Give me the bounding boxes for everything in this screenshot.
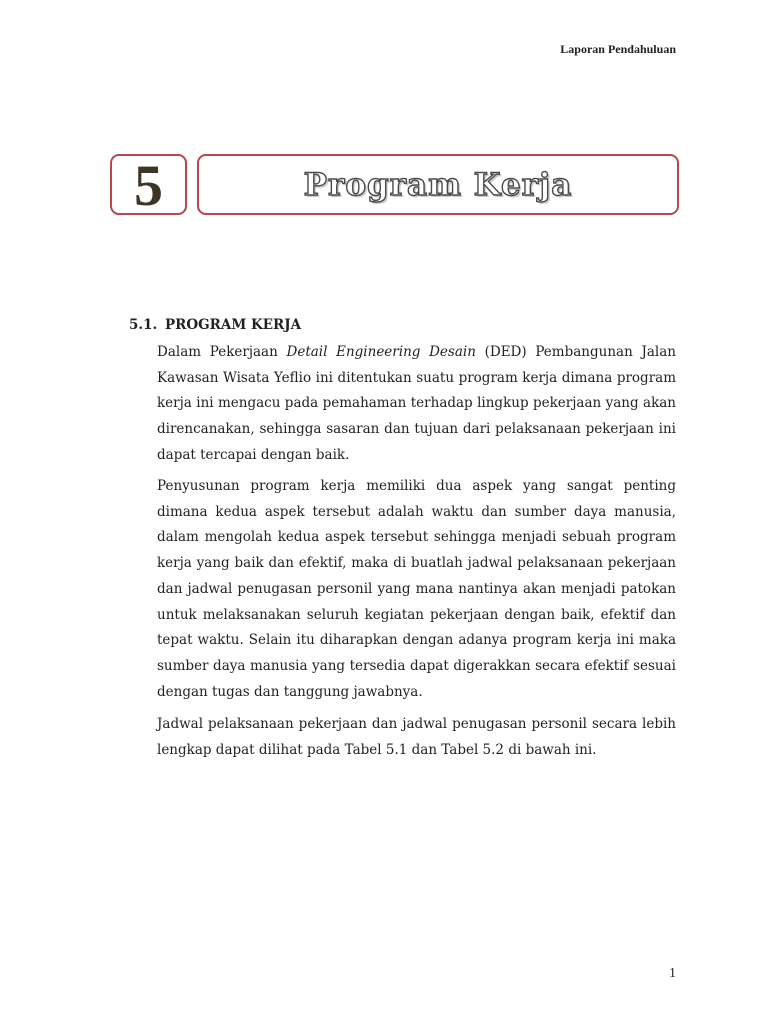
page-number: 1 [669,966,676,981]
chapter-title: Program Kerja [303,166,573,203]
paragraph-3-text: Jadwal pelaksanaan pekerjaan dan jadwal penugasan personil secara lebih lengkap dapat dilihat pada Tabel 5.1 dan Tabel 5.2 di bawah ini. [157,716,676,758]
paragraph-1-italic: Detail Engineering Desain [286,344,476,360]
section-title: PROGRAM KERJA [165,317,302,333]
paragraph-2-text: Penyusunan program kerja memiliki dua aspek yang sangat penting dimana kedua aspek tersebut adalah waktu dan sumber daya manusia, dalam mengolah kedua aspek tersebut sehingga menjadi sebuah program kerja yang baik dan efektif, maka di buatlah jadwal pelaksanaan pekerjaan dan jadwal penugasan personil yang mana nantinya akan menjadi patokan untuk melaksanakan seluruh kegiatan pekerjaan dengan baik, efektif dan tepat waktu. Selain itu diharapkan dengan adanya program kerja ini maka sumber daya manusia yang tersedia dapat digerakkan secara efektif sesuai dengan tugas dan tanggung jawabnya. [157,478,676,700]
chapter-title-box [197,154,679,215]
paragraph-2 [157,474,676,705]
chapter-number: 5 [134,152,163,218]
paragraph-3 [157,712,676,763]
paragraph-1-rest: (DED) Pembangunan Jalan Kawasan Wisata Yeflio ini ditentukan suatu program kerja dimana program kerja ini mengacu pada pemahaman terhadap lingkup pekerjaan yang akan direncanakan, sehingga sasaran dan tujuan dari pelaksanaan pekerjaan ini dapat tercapai dengan baik. [157,344,676,463]
chapter-number-box [110,152,187,218]
running-header: Laporan Pendahuluan [560,42,676,56]
paragraph-1 [157,340,676,469]
section-heading [129,317,301,333]
paragraph-1-start: Dalam Pekerjaan [157,344,287,360]
section-number: 5.1. [129,317,158,333]
